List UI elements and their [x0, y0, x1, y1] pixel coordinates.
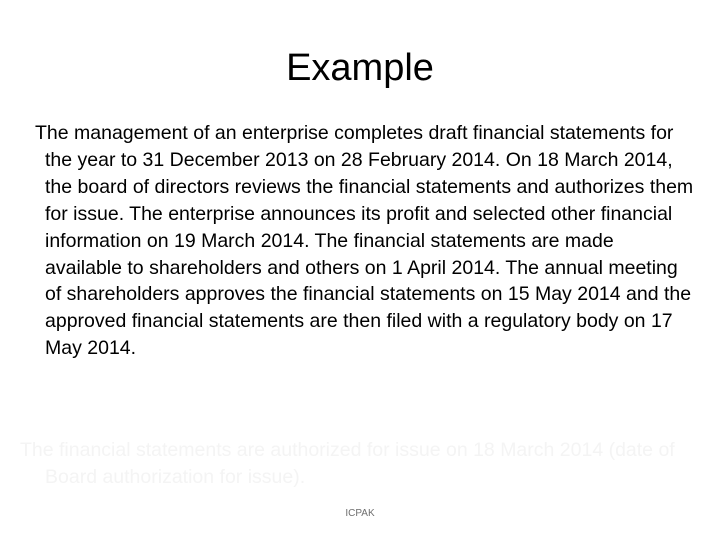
slide-title: Example	[286, 47, 434, 89]
conclusion-paragraph-text: The financial statements are authorized for issue on 18 March 2014 (date of Board authorization for issue).	[20, 439, 675, 488]
example-paragraph-text: The management of an enterprise completes draft financial statements for the year to 31 December 2013 on 28 February 2014. On 18 March 2014, the board of directors reviews the financial statements and authorizes them for issue. The enterprise announces its profit and selected other financial information on 19 March 2014. The financial statements are made available to shareholders and others on 1 April 2014. The annual meeting of shareholders approves the financial statements on 15 May 2014 and the approved financial statements are then filed with a regulatory body on 17 May 2014.	[35, 122, 694, 360]
conclusion-paragraph	[20, 437, 695, 491]
footer-label: ICPAK	[345, 508, 375, 519]
example-paragraph	[20, 120, 695, 362]
